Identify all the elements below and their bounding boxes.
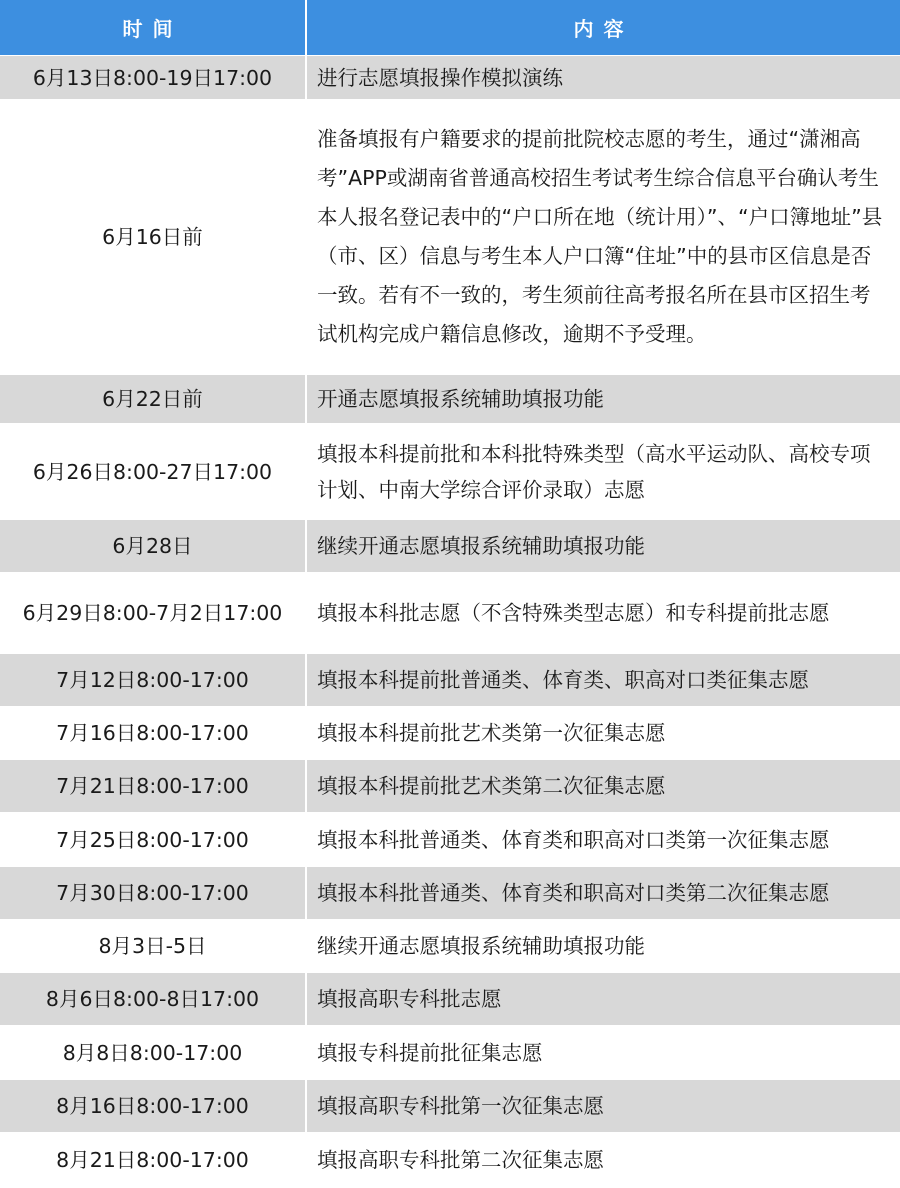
row-time: 7月12日8:00-17:00 [0, 654, 306, 707]
table-row [0, 973, 900, 1026]
table-row [0, 707, 900, 760]
table-row [0, 573, 900, 654]
table-row [0, 920, 900, 973]
row-content: 进行志愿填报操作模拟演练 [306, 56, 900, 100]
table-row [0, 1080, 900, 1133]
table-row [0, 813, 900, 867]
row-time: 8月8日8:00-17:00 [0, 1026, 306, 1080]
row-content: 填报本科批志愿（不含特殊类型志愿）和专科提前批志愿 [306, 573, 900, 654]
table-row [0, 56, 900, 100]
row-time: 6月26日8:00-27日17:00 [0, 424, 306, 520]
row-content: 填报本科批普通类、体育类和职高对口类第二次征集志愿 [306, 867, 900, 920]
row-time: 6月16日前 [0, 100, 306, 375]
row-time: 8月3日-5日 [0, 920, 306, 973]
row-time: 6月22日前 [0, 375, 306, 424]
row-content: 填报本科提前批和本科批特殊类型（高水平运动队、高校专项计划、中南大学综合评价录取）志愿 [306, 424, 900, 520]
row-content: 填报本科提前批普通类、体育类、职高对口类征集志愿 [306, 654, 900, 707]
row-content: 填报高职专科批第二次征集志愿 [306, 1133, 900, 1187]
row-time: 7月30日8:00-17:00 [0, 867, 306, 920]
row-time: 7月16日8:00-17:00 [0, 707, 306, 760]
table-row [0, 100, 900, 375]
table-row [0, 760, 900, 813]
row-content: 填报专科提前批征集志愿 [306, 1026, 900, 1080]
row-content: 填报本科提前批艺术类第二次征集志愿 [306, 760, 900, 813]
table-row [0, 867, 900, 920]
row-time: 6月29日8:00-7月2日17:00 [0, 573, 306, 654]
row-time: 7月25日8:00-17:00 [0, 813, 306, 867]
table-row [0, 654, 900, 707]
row-content: 继续开通志愿填报系统辅助填报功能 [306, 920, 900, 973]
row-content: 填报本科提前批艺术类第一次征集志愿 [306, 707, 900, 760]
table-header-row [0, 0, 900, 56]
row-time: 8月16日8:00-17:00 [0, 1080, 306, 1133]
header-content: 内容 [306, 0, 900, 56]
row-time: 8月6日8:00-8日17:00 [0, 973, 306, 1026]
table-row [0, 375, 900, 424]
row-content: 填报高职专科批志愿 [306, 973, 900, 1026]
table-row [0, 1133, 900, 1187]
row-time: 6月28日 [0, 520, 306, 573]
row-time: 8月21日8:00-17:00 [0, 1133, 306, 1187]
row-content: 填报高职专科批第一次征集志愿 [306, 1080, 900, 1133]
header-time: 时间 [0, 0, 306, 56]
table-row [0, 520, 900, 573]
row-content: 准备填报有户籍要求的提前批院校志愿的考生，通过“潇湘高考”APP或湖南省普通高校招生考试考生综合信息平台确认考生本人报名登记表中的“户口所在地（统计用）”、“户口簿地址”县（市、区）信息与考生本人户口簿“住址”中的县市区信息是否一致。若有不一致的，考生须前往高考报名所在县市区招生考试机构完成户籍信息修改，逾期不予受理。 [306, 100, 900, 375]
table-row [0, 1026, 900, 1080]
row-time: 7月21日8:00-17:00 [0, 760, 306, 813]
table-row [0, 424, 900, 520]
row-time: 6月13日8:00-19日17:00 [0, 56, 306, 100]
row-content: 填报本科批普通类、体育类和职高对口类第一次征集志愿 [306, 813, 900, 867]
row-content: 继续开通志愿填报系统辅助填报功能 [306, 520, 900, 573]
row-content: 开通志愿填报系统辅助填报功能 [306, 375, 900, 424]
